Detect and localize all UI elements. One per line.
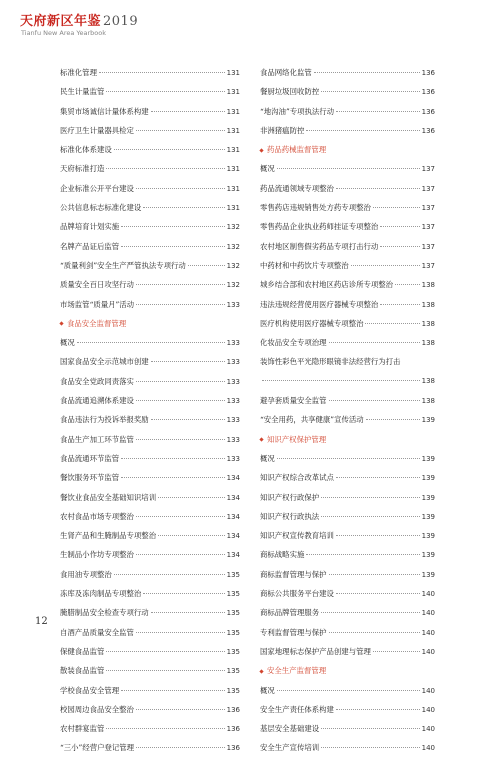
toc-entry-title: 安全生产宣传培训 [260, 743, 320, 753]
dot-leader [329, 632, 420, 633]
toc-entry-page: 131 [226, 126, 240, 135]
toc-entry[interactable] [260, 488, 435, 507]
toc-entry-title: “安全用药，共享健康”宣传活动 [260, 415, 364, 425]
dot-leader [158, 497, 225, 498]
toc-entry-title: 餐厨垃圾回收防控 [260, 87, 320, 97]
section-title: 药品药械监督管理 [267, 145, 327, 155]
dot-leader [329, 342, 420, 343]
dot-leader [336, 593, 420, 594]
toc-entry[interactable] [60, 430, 240, 449]
toc-entry[interactable] [260, 217, 435, 236]
toc-entry[interactable] [60, 738, 240, 757]
toc-entry-title: 知识产权行政执法 [260, 511, 320, 521]
toc-right-column [260, 63, 435, 758]
toc-entry-continuation[interactable] [260, 372, 435, 391]
toc-entry-page: 139 [421, 416, 435, 425]
dot-leader [143, 593, 224, 594]
page-header [20, 10, 460, 50]
toc-entry-page: 139 [421, 474, 435, 483]
dot-leader [136, 284, 225, 285]
toc-entry-title: 农村地区制售假劣药品专项打击行动 [260, 241, 379, 251]
toc-entry-page: 134 [226, 474, 240, 483]
toc-entry[interactable] [260, 719, 435, 738]
dot-leader [136, 709, 225, 710]
toc-entry[interactable] [60, 526, 240, 545]
toc-entry-title: 农村食品市场专项整治 [60, 511, 134, 521]
toc-entry[interactable] [60, 140, 240, 159]
toc-entry-page: 139 [421, 570, 435, 579]
toc-entry-title: 食品生产加工环节监管 [60, 434, 134, 444]
dot-leader [321, 91, 419, 92]
toc-entry[interactable] [260, 738, 435, 757]
toc-entry[interactable] [60, 449, 240, 468]
dot-leader [373, 207, 420, 208]
toc-entry-title: 商标监督管理与保护 [260, 569, 327, 579]
toc-entry-page: 133 [226, 454, 240, 463]
toc-entry-page: 140 [421, 744, 435, 753]
toc-entry[interactable] [260, 63, 435, 82]
toc-entry-title: 标准化体系建设 [60, 145, 112, 155]
toc-entry-page: 133 [226, 377, 240, 386]
dot-leader [151, 111, 225, 112]
toc-entry-title: 零售药店违规销售处方药专项整治 [260, 203, 371, 213]
toc-entry-title: 城乡结合部和农村地区药店诊所专项整治 [260, 280, 394, 290]
toc-entry[interactable] [60, 391, 240, 410]
toc-entry[interactable] [260, 700, 435, 719]
toc-entry[interactable] [60, 275, 240, 294]
toc-entry[interactable] [60, 507, 240, 526]
toc-entry-page: 136 [226, 744, 240, 753]
toc-entry-title: 国家食品安全示范城市创建 [60, 357, 149, 367]
dot-leader [99, 72, 225, 73]
toc-entry-page: 138 [421, 339, 435, 348]
toc-entry[interactable] [260, 565, 435, 584]
toc-entry-page: 139 [421, 454, 435, 463]
section-bullet-icon [59, 322, 63, 326]
toc-entry[interactable] [60, 642, 240, 661]
dot-leader [277, 458, 420, 459]
dot-leader [336, 477, 420, 478]
toc-entry-page: 132 [226, 242, 240, 251]
toc-entry-title: 避孕套质量安全监管 [260, 396, 327, 406]
toc-entry-title: 自酒产品质量安全监管 [60, 627, 134, 637]
toc-entry[interactable] [260, 623, 435, 642]
toc-entry-title: 农村群宴监管 [60, 724, 105, 734]
dot-leader [262, 380, 420, 381]
toc-entry-page: 135 [226, 570, 240, 579]
toc-entry-title: 食品网络化监管 [260, 68, 312, 77]
toc-entry-page: 139 [421, 512, 435, 521]
dot-leader [121, 690, 224, 691]
dot-leader [136, 188, 225, 189]
section-bullet-icon [259, 438, 263, 442]
toc-entry-title: 违法违规经营使用医疗器械专项整治 [260, 299, 379, 309]
toc-entry-title: 质量安全百日攻坚行动 [60, 280, 134, 290]
toc-entry-title: 名牌产品证后监管 [60, 241, 120, 251]
toc-entry[interactable] [260, 198, 435, 217]
dot-leader [314, 72, 420, 73]
toc-entry-title: 安全生产责任体系构建 [260, 704, 334, 714]
toc-entry-page: 133 [226, 397, 240, 406]
toc-entry[interactable] [260, 391, 435, 410]
dot-leader [106, 91, 224, 92]
toc-entry-page: 131 [226, 165, 240, 174]
toc-entry-title: 概况 [260, 453, 275, 463]
toc-entry-page: 140 [421, 590, 435, 599]
toc-entry-title: 知识产权宣传教育培训 [260, 531, 334, 541]
toc-entry-title: 餐饮服务环节监管 [60, 473, 120, 483]
toc-entry[interactable] [60, 565, 240, 584]
toc-entry-title: 保健食品监管 [60, 646, 105, 656]
toc-entry[interactable] [60, 333, 240, 352]
toc-entry[interactable] [60, 681, 240, 700]
dot-leader [136, 554, 225, 555]
dot-leader [380, 246, 419, 247]
dot-leader [136, 304, 225, 305]
toc-entry-title: 化妆品安全专项治理 [260, 338, 327, 348]
toc-entry-title: 企业标准公开平台建设 [60, 183, 134, 193]
toc-entry-page: 133 [226, 416, 240, 425]
page-number: 12 [35, 616, 48, 627]
dot-leader [151, 612, 225, 613]
toc-entry-page: 139 [421, 551, 435, 560]
toc-entry-title: 商标战略实施 [260, 550, 305, 560]
dot-leader [373, 651, 420, 652]
toc-section-heading [60, 314, 240, 333]
dot-leader [136, 400, 225, 401]
toc-entry-title: “质量利剑”安全生产严管执法专项行动 [60, 260, 186, 270]
yearbook-subtitle: Tianfu New Area Yearbook [21, 29, 107, 37]
toc-entry-title: “地沟油”专项执法行动 [260, 106, 335, 116]
section-title: 食品安全监督管理 [67, 318, 127, 328]
toc-entry-title: 商标品牌管理服务 [260, 608, 320, 618]
dot-leader [136, 381, 225, 382]
toc-entry[interactable] [60, 661, 240, 680]
toc-entry-page: 136 [226, 725, 240, 734]
toc-entry-title: 餐饮业食品安全基础知识培训 [60, 492, 157, 502]
toc-entry-page: 131 [226, 69, 240, 77]
toc-entry[interactable] [60, 410, 240, 429]
toc-entry-page: 135 [226, 609, 240, 618]
toc-entry[interactable] [260, 275, 435, 294]
dot-leader [321, 612, 419, 613]
dot-leader [121, 246, 224, 247]
toc-entry[interactable] [60, 159, 240, 178]
dot-leader [106, 728, 224, 729]
toc-entry-title: 食品安全党政同责落实 [60, 376, 134, 386]
dot-leader [136, 130, 225, 131]
toc-entry[interactable] [260, 295, 435, 314]
toc-entry-page: 135 [226, 667, 240, 676]
toc-entry[interactable] [260, 82, 435, 101]
toc-entry-page: 140 [421, 628, 435, 637]
toc-entry-page: 133 [226, 358, 240, 367]
toc-entry-page: 136 [226, 705, 240, 714]
toc-entry-page: 140 [421, 705, 435, 714]
toc-entry[interactable] [260, 179, 435, 198]
toc-entry-page: 138 [421, 319, 435, 328]
toc-entry-page: 137 [421, 223, 435, 232]
toc-entry-page: 133 [226, 435, 240, 444]
toc-entry[interactable] [60, 256, 240, 275]
dot-leader [395, 284, 420, 285]
toc-entry[interactable] [60, 700, 240, 719]
toc-entry-page: 140 [421, 609, 435, 618]
toc-entry-title: 食品流通环节监管 [60, 453, 120, 463]
dot-leader [321, 516, 419, 517]
toc-entry-title: 知识产权行政保护 [260, 492, 320, 502]
toc-entry[interactable] [260, 237, 435, 256]
dot-leader [136, 439, 225, 440]
toc-entry[interactable] [260, 507, 435, 526]
toc-entry-page: 135 [226, 590, 240, 599]
toc-entry-title: 生肾产品和生腌制品专项整治 [60, 531, 157, 541]
toc-entry[interactable] [60, 623, 240, 642]
toc-entry-page: 138 [421, 300, 435, 309]
toc-section-heading [260, 661, 435, 680]
toc-entry-page: 134 [226, 493, 240, 502]
dot-leader [329, 400, 420, 401]
toc-entry[interactable] [260, 410, 435, 429]
toc-entry-title: 食用油专项整治 [60, 569, 112, 579]
dot-leader [136, 516, 225, 517]
toc-entry-page: 136 [421, 88, 435, 97]
toc-entry-page: 131 [226, 146, 240, 155]
section-title: 知识产权保护管理 [267, 434, 327, 444]
toc-entry-title: 天府标准打造 [60, 164, 105, 174]
dot-leader [151, 361, 225, 362]
toc-entry-page: 136 [421, 107, 435, 116]
toc-entry-page: 134 [226, 532, 240, 541]
toc-entry[interactable] [60, 102, 240, 121]
dot-leader [136, 747, 225, 748]
toc-entry[interactable] [60, 468, 240, 487]
toc-entry-page: 138 [421, 281, 435, 290]
toc-entry[interactable] [260, 121, 435, 140]
dot-leader [351, 265, 420, 266]
toc-entry[interactable] [60, 488, 240, 507]
toc-entry-title: 公共信息标志标准化建设 [60, 203, 142, 213]
toc-entry-title: 民生计量监管 [60, 87, 105, 97]
toc-entry[interactable] [60, 82, 240, 101]
toc-entry[interactable] [260, 352, 435, 371]
toc-entry-title: 基层安全基础建设 [260, 724, 320, 734]
dot-leader [277, 168, 420, 169]
toc-entry[interactable] [60, 121, 240, 140]
toc-entry-page: 137 [421, 165, 435, 174]
toc-entry-page: 136 [421, 69, 435, 77]
dot-leader [329, 574, 420, 575]
dot-leader [336, 188, 420, 189]
toc-entry-title: 冻库及冻肉制品专项整治 [60, 589, 142, 599]
dot-leader [121, 458, 224, 459]
toc-entry[interactable] [260, 159, 435, 178]
dot-leader [306, 130, 419, 131]
toc-entry-page: 140 [421, 686, 435, 695]
toc-entry[interactable] [260, 102, 435, 121]
toc-entry-page: 131 [226, 184, 240, 193]
toc-entry-page: 131 [226, 107, 240, 116]
toc-entry-page: 134 [226, 551, 240, 560]
toc-entry-title: 标准化管理 [60, 68, 97, 77]
toc-entry[interactable] [60, 237, 240, 256]
toc-entry[interactable] [260, 584, 435, 603]
toc-entry-page: 137 [421, 242, 435, 251]
toc-entry[interactable] [60, 63, 240, 82]
toc-entry-page: 139 [421, 493, 435, 502]
toc-entry-title: 非洲猪瘟防控 [260, 125, 305, 135]
toc-entry[interactable] [260, 526, 435, 545]
toc-entry-title: 专利监督管理与保护 [260, 627, 327, 637]
yearbook-title [20, 10, 138, 29]
toc-entry-title: 学校食品安全管理 [60, 685, 120, 695]
dot-leader [321, 747, 419, 748]
toc-entry-page: 131 [226, 204, 240, 213]
toc-entry[interactable] [60, 584, 240, 603]
dot-leader [151, 419, 225, 420]
toc-entry-page: 137 [421, 261, 435, 270]
section-bullet-icon [259, 148, 263, 152]
toc-entry[interactable] [260, 603, 435, 622]
toc-entry-page: 137 [421, 184, 435, 193]
toc-entry[interactable] [60, 352, 240, 371]
dot-leader [366, 419, 420, 420]
toc-entry-title: 校园周边食品安全整治 [60, 704, 134, 714]
dot-leader [365, 323, 419, 324]
toc-left-column [60, 63, 240, 758]
toc-entry[interactable] [60, 217, 240, 236]
toc-entry-title: 散装食品监管 [60, 666, 105, 676]
toc-entry[interactable] [60, 372, 240, 391]
toc-entry-title: 医疗卫生计量器具检定 [60, 125, 134, 135]
toc-entry-page: 132 [226, 281, 240, 290]
toc-entry-page: 135 [226, 686, 240, 695]
dot-leader [106, 670, 224, 671]
toc-entry[interactable] [60, 295, 240, 314]
toc-entry[interactable] [260, 468, 435, 487]
toc-entry-page: 134 [226, 512, 240, 521]
toc-entry[interactable] [60, 198, 240, 217]
toc-entry-page: 132 [226, 261, 240, 270]
toc-entry-title: “三小”经营户登记管理 [60, 743, 135, 753]
toc-entry[interactable] [260, 545, 435, 564]
toc-entry-title: 知识产权综合改革试点 [260, 473, 334, 483]
toc-entry-title: 商标公共服务平台建设 [260, 589, 334, 599]
toc-entry-page: 139 [421, 532, 435, 541]
toc-entry[interactable] [260, 314, 435, 333]
dot-leader [106, 651, 224, 652]
toc-entry-title: 零售药品企业执业药师挂证专项整治 [260, 222, 379, 232]
dot-leader [143, 207, 224, 208]
toc-entry-title: 食品违法行为投诉举报奖励 [60, 415, 149, 425]
toc-entry-title: 中药材和中药饮片专项整治 [260, 260, 349, 270]
toc-entry-title: 药品流通领域专项整治 [260, 183, 334, 193]
toc-section-heading [260, 140, 435, 159]
dot-leader [306, 554, 419, 555]
dot-leader [121, 477, 224, 478]
section-bullet-icon [259, 669, 263, 673]
toc-entry[interactable] [60, 719, 240, 738]
dot-leader [114, 574, 225, 575]
toc-entry-page: 138 [421, 376, 435, 385]
toc-entry-title: 概况 [60, 338, 75, 348]
toc-entry-page: 132 [226, 223, 240, 232]
toc-entry-title: 生制品小作坊专项整治 [60, 550, 134, 560]
toc-entry[interactable] [260, 333, 435, 352]
toc-entry-page: 138 [421, 397, 435, 406]
toc-entry-page: 133 [226, 339, 240, 348]
dot-leader [106, 168, 224, 169]
toc-entry-title: 品牌培育计划实施 [60, 222, 120, 232]
toc-entry[interactable] [260, 256, 435, 275]
toc-entry-title: 医疗机构使用医疗器械专项整治 [260, 318, 364, 328]
dot-leader [380, 226, 419, 227]
dot-leader [336, 709, 420, 710]
dot-leader [277, 690, 420, 691]
toc-entry-page: 137 [421, 204, 435, 213]
toc-entry[interactable] [60, 603, 240, 622]
dot-leader [188, 265, 225, 266]
toc-entry-page: 140 [421, 647, 435, 656]
toc-entry-page: 135 [226, 647, 240, 656]
yearbook-brand: 天府新区年鉴 [20, 14, 102, 29]
toc-entry-page: 140 [421, 725, 435, 734]
dot-leader [136, 632, 225, 633]
toc-entry-page: 131 [226, 88, 240, 97]
dot-leader [336, 535, 420, 536]
toc-entry[interactable] [60, 179, 240, 198]
toc-entry-title: 概况 [260, 685, 275, 695]
dot-leader [321, 497, 419, 498]
dot-leader [114, 149, 225, 150]
section-title: 安全生产监督管理 [267, 666, 327, 676]
toc-entry-title: 国家地理标志保护产品创建与管理 [260, 646, 371, 656]
toc-section-heading [260, 430, 435, 449]
toc-entry-page: 135 [226, 628, 240, 637]
toc-entry-title: 装饰性彩色平光隐形眼镜非法经营行为打击 [260, 357, 401, 367]
dot-leader [121, 226, 224, 227]
dot-leader [158, 535, 225, 536]
toc-entry-title: 集贸市场诚信计量体系构建 [60, 106, 149, 116]
toc-entry[interactable] [260, 449, 435, 468]
dot-leader [380, 304, 419, 305]
yearbook-year: 2019 [103, 14, 139, 29]
toc-entry-page: 136 [421, 126, 435, 135]
toc-entry-title: 概况 [260, 164, 275, 174]
dot-leader [77, 342, 225, 343]
toc-entry[interactable] [260, 642, 435, 661]
toc-entry-title: 市场监管“质量月”活动 [60, 299, 135, 309]
toc-entry[interactable] [260, 681, 435, 700]
dot-leader [336, 111, 420, 112]
toc-entry[interactable] [60, 545, 240, 564]
toc-entry-title: 腌腊制品安全检查专项行动 [60, 608, 149, 618]
toc-entry-title: 食品流通追溯体系建设 [60, 396, 134, 406]
dot-leader [321, 728, 419, 729]
toc-entry-page: 133 [226, 300, 240, 309]
